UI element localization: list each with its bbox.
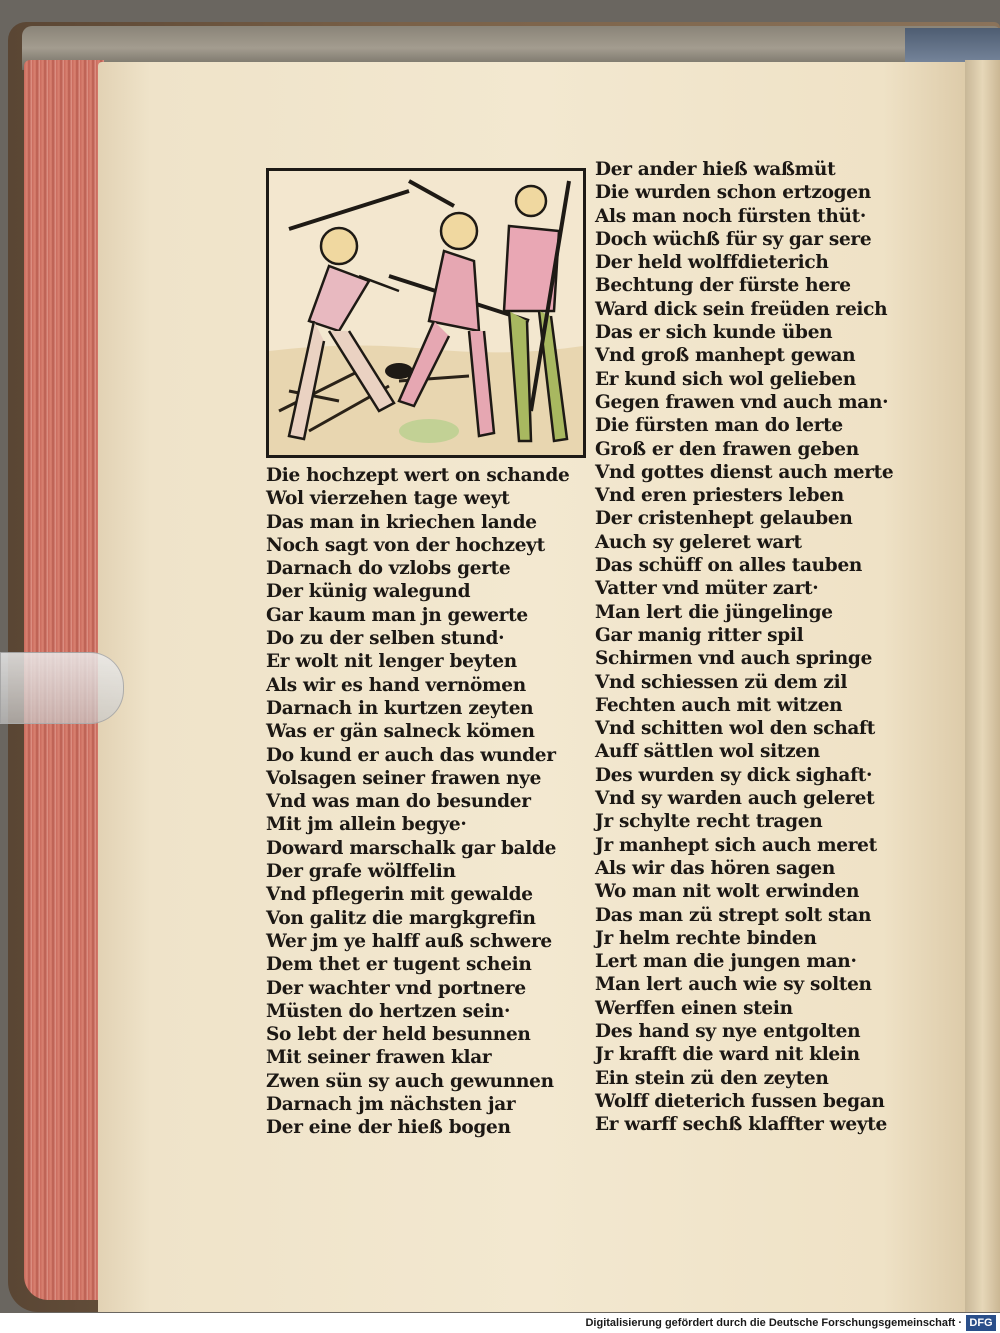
text-column-left [266, 464, 570, 1140]
footer-credit: Digitalisierung gefördert durch die Deutsche Forschungsgemeinschaft · [585, 1317, 962, 1329]
verse-line: Als wir es hand vernömen [266, 674, 526, 696]
verse-line: Lert man die jungen man· [595, 951, 857, 973]
verse-line: Jr manhept sich auch meret [595, 834, 877, 856]
verse-line: Man lert die jüngelinge [595, 601, 833, 623]
verse-line: Der ander hieß waßmüt [595, 159, 836, 180]
verse-line: Vnd was man do besunder [266, 791, 531, 813]
text-column-right [595, 158, 893, 1136]
verse-line: Man lert auch wie sy solten [595, 974, 872, 996]
verse-line: Wo man nit wolt erwinden [595, 881, 860, 903]
verse-line: Do kund er auch das wunder [266, 744, 556, 766]
woodcut-illustration [266, 168, 586, 458]
verse-line: Bechtung der fürste here [595, 275, 851, 297]
verse-line: Vnd pflegerin mit gewalde [266, 884, 533, 906]
verse-line: Die hochzept wert on schande [266, 465, 570, 486]
verse-line: Als man noch fürsten thüt· [595, 205, 867, 227]
bookmark-tab[interactable] [0, 652, 124, 724]
verse-line: Doch wüchß für sy gar sere [595, 228, 872, 250]
verse-line: Er wolt nit lenger beyten [266, 651, 517, 673]
verse-line: Jr schylte recht tragen [595, 811, 823, 833]
verse-line: Auch sy geleret wart [595, 531, 802, 553]
verse-line: Müsten do hertzen sein· [266, 1000, 511, 1022]
verse-line: Darnach do vzlobs gerte [266, 558, 511, 580]
verse-line: Zwen sün sy auch gewunnen [266, 1070, 554, 1092]
verse-line: Vnd eren priesters leben [595, 485, 844, 507]
verse-line: Darnach in kurtzen zeyten [266, 697, 534, 719]
verse-line: Der künig walegund [266, 581, 471, 603]
verse-line: Von galitz die margkgrefin [266, 907, 536, 929]
verse-line: Das man zü strept solt stan [595, 904, 872, 926]
verse-line: Das schüff on alles tauben [595, 555, 863, 577]
verse-line: Die wurden schon ertzogen [595, 182, 871, 204]
verse-line: Ward dick sein freüden reich [595, 298, 888, 320]
verse-line: Fechten auch mit witzen [595, 694, 843, 716]
verse-line: Der eine der hieß bogen [266, 1117, 511, 1139]
verse-line: Volsagen seiner frawen nye [266, 767, 542, 789]
verse-line: Gar manig ritter spil [595, 624, 804, 646]
verse-line: Vatter vnd müter zart· [595, 578, 819, 600]
verse-line: Mit jm allein begye· [266, 814, 467, 836]
verse-line: Vnd schitten wol den schaft [595, 718, 875, 740]
verse-line: Der wachter vnd portnere [266, 977, 526, 999]
verse-line: Do zu der selben stund· [266, 628, 505, 650]
verse-line: Wer jm ye halff auß schwere [266, 930, 552, 952]
facing-page-edge [965, 60, 1000, 1312]
verse-line: Auff sättlen wol sitzen [595, 741, 820, 763]
verse-line: Schirmen vnd auch springe [595, 648, 873, 670]
woodcut-two-men-fighting-with-swords-and-spectator-icon [269, 171, 583, 455]
verse-line: Vnd gottes dienst auch merte [595, 461, 894, 483]
verse-line: Des wurden sy dick sighaft· [595, 764, 873, 786]
verse-line: Er warff sechß klaffter weyte [595, 1114, 888, 1136]
verse-line: Das er sich kunde üben [595, 322, 833, 344]
verse-line: Der cristenhept gelauben [595, 508, 853, 530]
verse-line: Jr helm rechte binden [595, 927, 817, 949]
verse-line: Noch sagt von der hochzeyt [266, 534, 545, 556]
verse-line: Vnd schiessen zü dem zil [595, 671, 848, 693]
verse-line: Werffen einen stein [595, 997, 793, 1019]
verse-line: Wolff dieterich fussen began [595, 1090, 885, 1112]
verse-line: Vnd groß manhept gewan [595, 345, 856, 367]
verse-line: Der grafe wölffelin [266, 861, 456, 883]
verse-line: So lebt der held besunnen [266, 1024, 531, 1046]
verse-line: Die fürsten man do lerte [595, 415, 843, 437]
verse-line: Doward marschalk gar balde [266, 837, 557, 859]
verse-line: Dem thet er tugent schein [266, 954, 532, 976]
verse-line: Groß er den frawen geben [595, 438, 859, 460]
verse-line: Das man in kriechen lande [266, 511, 537, 533]
verse-line: Was er gän salneck kömen [266, 721, 535, 743]
verse-line: Des hand sy nye entgolten [595, 1020, 861, 1042]
verse-line: Gegen frawen vnd auch man· [595, 391, 889, 413]
verse-line: Darnach jm nächsten jar [266, 1094, 516, 1116]
verse-line: Mit seiner frawen klar [266, 1047, 492, 1069]
verse-line: Als wir das hören sagen [595, 857, 836, 879]
dfg-logo: DFG [966, 1315, 996, 1331]
verse-line: Wol vierzehen tage weyt [266, 488, 510, 510]
verse-line: Jr krafft die ward nit klein [595, 1044, 860, 1066]
verse-line: Vnd sy warden auch geleret [595, 788, 875, 810]
verse-line: Er kund sich wol gelieben [595, 368, 856, 390]
verse-line: Der held wolffdieterich [595, 252, 829, 274]
verse-line: Ein stein zü den zeyten [595, 1067, 829, 1089]
verse-line: Gar kaum man jn gewerte [266, 604, 528, 626]
